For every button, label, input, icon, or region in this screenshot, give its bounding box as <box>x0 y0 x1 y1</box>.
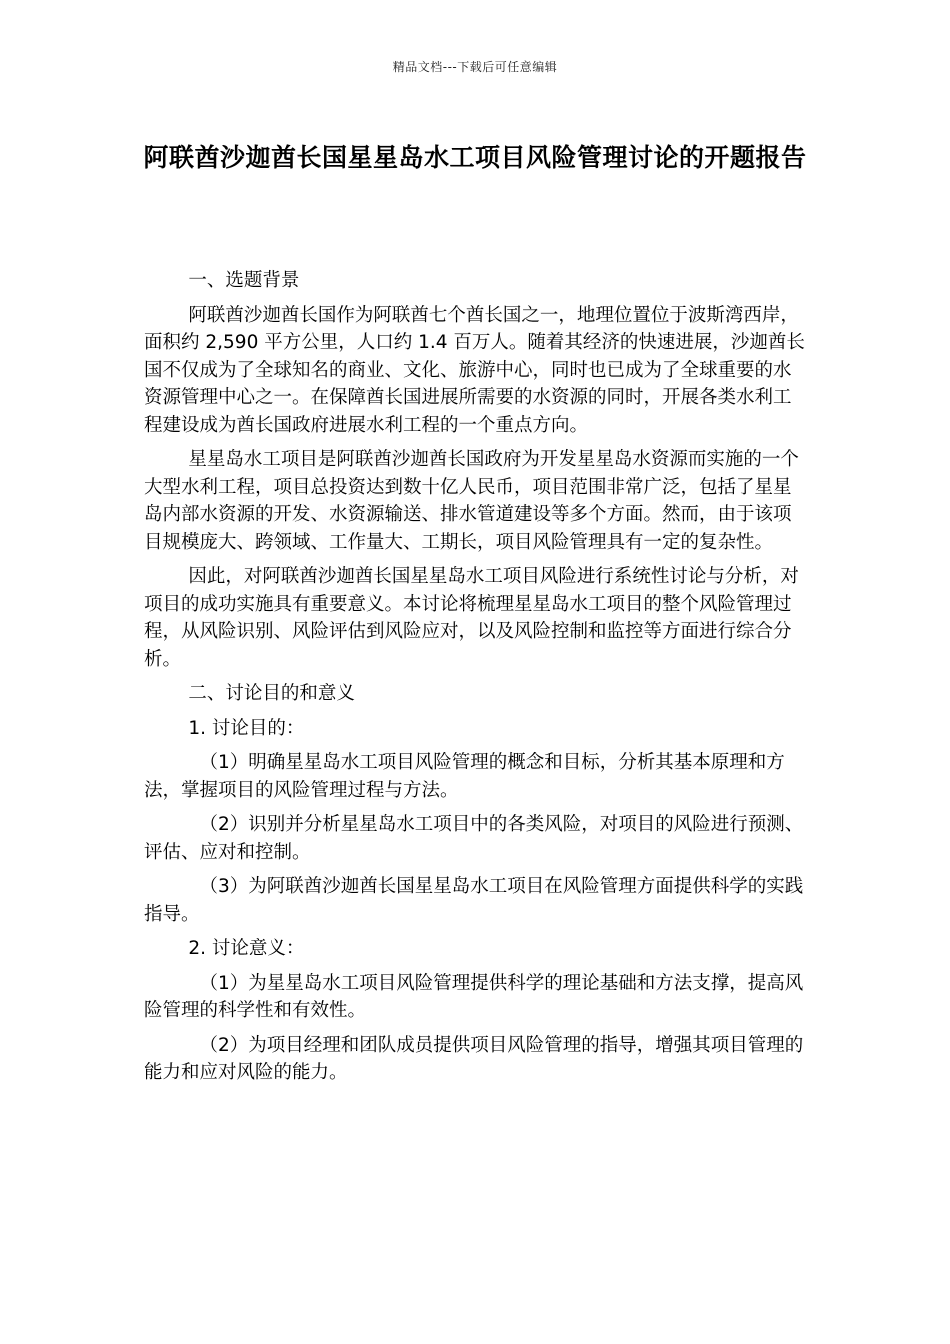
goal-item-1: （1）明确星星岛水工项目风险管理的概念和目标，分析其基本原理和方法，掌握项目的风险管理过程与方法。 <box>144 752 785 801</box>
meaning-item-2: （2）为项目经理和团队成员提供项目风险管理的指导，增强其项目管理的能力和应对风险的能力。 <box>144 1034 804 1083</box>
subheading-meaning: 2. 讨论意义： <box>188 938 305 959</box>
goal-item-3: （3）为阿联酋沙迦酋长国星星岛水工项目在风险管理方面提供科学的实践指导。 <box>144 876 804 925</box>
paragraph-background-1: 阿联酋沙迦酋长国作为阿联酋七个酋长国之一，地理位置位于波斯湾西岸，面积约 2,590 平方公里，人口约 1.4 百万人。随着其经济的快速进展，沙迦酋长国不仅成为了全球知名的商业、文化、旅游中心，同时也已成为了全球重要的水资源管理中心之一。在保障酋长国进展所需要的水资源的同时，开展各类水利工程建设成为酋长国政府进展水利工程的一个重点方向。 <box>144 304 805 436</box>
goal-item-2: （2）识别并分析星星岛水工项目中的各类风险，对项目的风险进行预测、评估、应对和控制。 <box>144 814 804 863</box>
header-note: 精品文档---下载后可任意编辑 <box>392 60 558 74</box>
section-heading-background: 一、选题背景 <box>188 270 300 291</box>
document-title: 阿联酋沙迦酋长国星星岛水工项目风险管理讨论的开题报告 <box>143 143 807 172</box>
document-body <box>144 267 808 1094</box>
subheading-goals: 1. 讨论目的： <box>188 717 305 739</box>
paragraph-background-3: 因此，对阿联酋沙迦酋长国星星岛水工项目风险进行系统性讨论与分析，对项目的成功实施具有重要意义。本讨论将梳理星星岛水工项目的整个风险管理过程，从风险识别、风险评估到风险应对，以及风险控制和监控等方面进行综合分析。 <box>144 566 799 670</box>
meaning-item-1: （1）为星星岛水工项目风险管理提供科学的理论基础和方法支撑，提高风险管理的科学性和有效性。 <box>144 972 804 1021</box>
paragraph-background-2: 星星岛水工项目是阿联酋沙迦酋长国政府为开发星星岛水资源而实施的一个大型水利工程，项目总投资达到数十亿人民币，项目范围非常广泛，包括了星星岛内部水资源的开发、水资源输送、排水管道建设等多个方面。然而，由于该项目规模庞大、跨领域、工作量大、工期长，项目风险管理具有一定的复杂性。 <box>144 449 799 553</box>
section-heading-purpose: 二、讨论目的和意义 <box>188 683 355 704</box>
